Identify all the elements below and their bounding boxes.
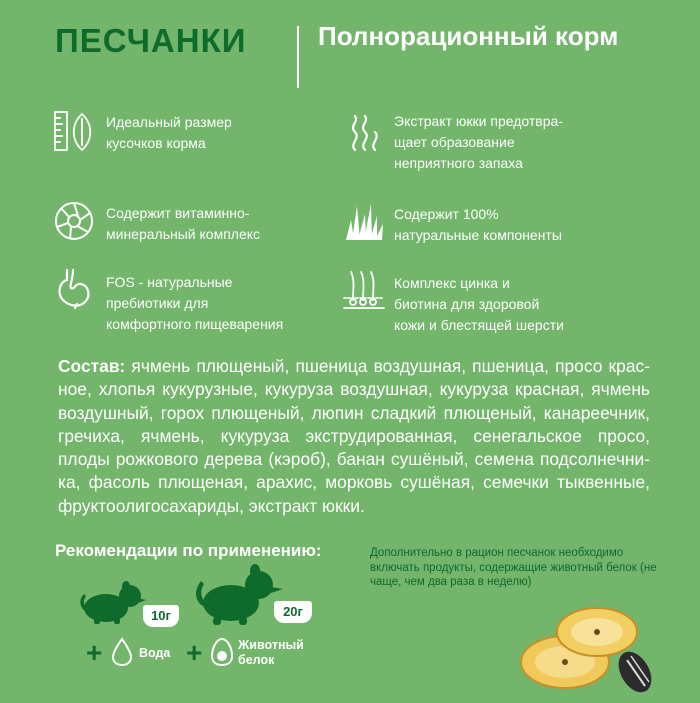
legend-water-label: Вода	[139, 646, 171, 660]
feature-text: Содержит витаминно- минеральный комплекс	[106, 205, 261, 242]
composition-text	[58, 355, 650, 518]
product-subtitle: Полнорационный корм	[318, 21, 619, 51]
legend-protein-label: Животный белок	[238, 638, 304, 667]
extra-note: Дополнительно в рацион песчанок необходимо включать продукты, содержащие животный белок (не чаще, чем два раза в неделю)	[370, 547, 657, 588]
portion-small-amount: 10г	[151, 608, 171, 623]
gerbil-large-icon	[193, 563, 283, 625]
feature-text: Идеальный размер кусочков корма	[106, 114, 232, 151]
portion-small-card	[143, 605, 179, 627]
composition-label: Состав:	[58, 356, 126, 376]
feature-text: Комплекс цинка и биотина для здоровой кожи и блестящей шерсти	[394, 275, 564, 333]
water-drop-icon	[111, 637, 133, 667]
portion-large-amount: 20г	[283, 604, 303, 619]
aperture-icon	[53, 200, 95, 242]
skin-hair-icon	[343, 270, 385, 312]
header-divider	[297, 26, 299, 88]
recommendations-title: Рекомендации по применению:	[55, 541, 322, 560]
plus-icon: +	[86, 637, 103, 668]
seed-size-icon	[53, 110, 95, 152]
banana-chips-icon	[505, 600, 665, 698]
feature-text: FOS - натуральные пребиотики для комфортного пищеварения	[106, 274, 284, 332]
gerbil-small-icon	[80, 578, 146, 624]
brand-title: ПЕСЧАНКИ	[55, 22, 247, 59]
stomach-icon	[53, 268, 95, 310]
portion-large-card	[274, 601, 312, 623]
feature-text: Содержит 100% натуральные компоненты	[394, 206, 562, 243]
feature-text: Экстракт юкки предотвра- щает образование неприятного запаха	[394, 113, 563, 171]
grass-icon	[343, 200, 385, 242]
composition-ingredients: ячмень плющеный, пшеница воздушная, пшеница, просо красное, хлопья кукурузные, кукуруза воздушная, кукуруза красная, ячмень воздушный, горох плющеный, люпин сладкий плющеный, канареечник, гречиха, ячмень, кукуруза экструдированная, сенегальское просо, плоды рожкового дерева (кэроб), банан сушёный, семена подсолнечника, фасоль плющеная, арахис, морковь сушёная, семечки тыквенные, фруктоолигосахариды, экстракт юкки.	[58, 356, 650, 516]
smell-waves-icon	[343, 112, 385, 154]
plus-icon: +	[186, 637, 203, 668]
egg-icon	[210, 637, 234, 667]
